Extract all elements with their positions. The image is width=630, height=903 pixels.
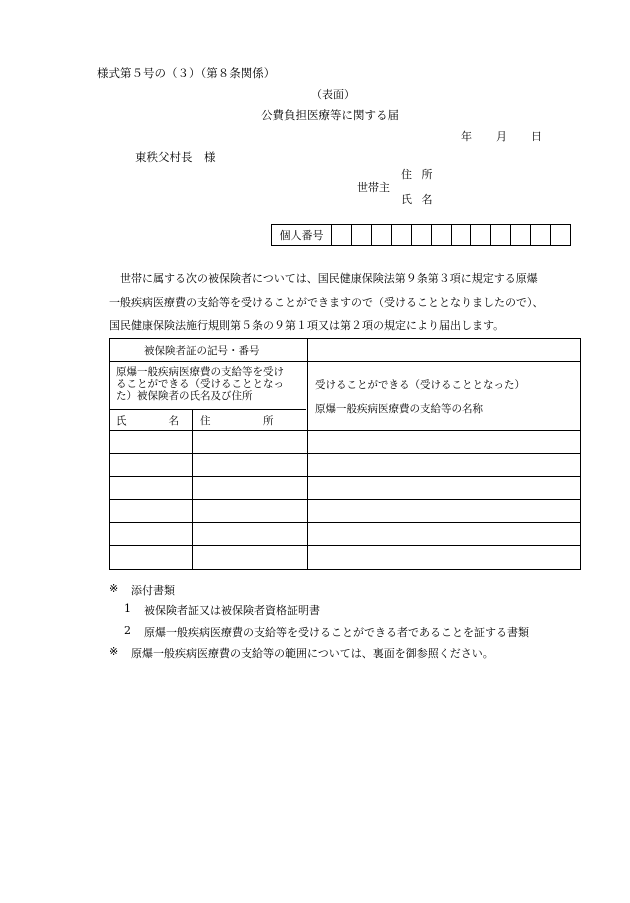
- insured-persons-table: [109, 338, 581, 570]
- attachments-note-label: 添付書類: [131, 584, 175, 597]
- individual-number-digits[interactable]: [332, 225, 570, 245]
- individual-number-digit-cell[interactable]: [352, 225, 372, 245]
- insured-card-number-header: 被保険者証の記号・番号: [144, 345, 260, 357]
- individual-number-digit-cell[interactable]: [491, 225, 511, 245]
- table-divider: [110, 522, 580, 523]
- individual-number-digit-cell[interactable]: [511, 225, 531, 245]
- body-text-line-1: 世帯に属する次の被保険者については、国民健康保険法第９条第３項に規定する原爆: [120, 272, 538, 285]
- individual-number-digit-cell[interactable]: [452, 225, 472, 245]
- address-column-header: 住 所: [200, 415, 274, 427]
- table-divider: [110, 430, 580, 431]
- form-number: 様式第５号の（３）（第８条関係）: [97, 66, 276, 80]
- addressee: 東秩父村長 様: [135, 150, 216, 164]
- body-text-line-2: 一般疾病医療費の支給等を受けることができますので（受けることとなりましたので）、: [109, 296, 544, 309]
- form-title: 公費負担医療等に関する届: [261, 108, 399, 122]
- body-text-line-3: 国民健康保険法施行規則第５条の９第１項又は第２項の規定により届出します。: [109, 319, 505, 332]
- insured-person-header-line-2: ることができる（受けることとなっ: [116, 378, 284, 390]
- individual-number-label: 個人番号: [272, 225, 332, 245]
- householder-address-label: 住 所: [401, 168, 436, 181]
- householder-label: 世帯主: [357, 181, 390, 194]
- face-label: （表面）: [311, 88, 355, 101]
- date-month-label[interactable]: 月: [496, 130, 507, 143]
- table-divider: [110, 409, 306, 410]
- attachment-item-2-number: 2: [124, 624, 131, 637]
- table-divider: [110, 499, 580, 500]
- attachments-note-mark: ※: [109, 582, 119, 595]
- date-day-label[interactable]: 日: [531, 130, 542, 143]
- insured-person-header-line-1: 原爆一般疾病医療費の支給等を受け: [116, 366, 284, 378]
- householder-name-label: 氏 名: [401, 193, 436, 206]
- individual-number-digit-cell[interactable]: [332, 225, 352, 245]
- table-divider: [307, 339, 308, 569]
- individual-number-digit-cell[interactable]: [551, 225, 570, 245]
- individual-number-digit-cell[interactable]: [392, 225, 412, 245]
- attachment-item-2: 原爆一般疾病医療費の支給等を受けることができる者であることを証する書類: [144, 626, 529, 639]
- individual-number-digit-cell[interactable]: [531, 225, 551, 245]
- individual-number-digit-cell[interactable]: [471, 225, 491, 245]
- benefit-header-line-2: 原爆一般疾病医療費の支給等の名称: [315, 403, 483, 415]
- date-year-label[interactable]: 年: [461, 130, 472, 143]
- table-divider: [110, 361, 580, 362]
- attachment-item-1-number: 1: [124, 602, 131, 615]
- scope-note-mark: ※: [109, 645, 119, 658]
- insured-person-header-line-3: た）被保険者の氏名及び住所: [116, 390, 253, 402]
- table-divider: [110, 476, 580, 477]
- individual-number-field[interactable]: [271, 224, 571, 246]
- individual-number-digit-cell[interactable]: [432, 225, 452, 245]
- name-column-header: 氏 名: [116, 415, 179, 427]
- scope-note: 原爆一般疾病医療費の支給等の範囲については、裏面を御参照ください。: [131, 647, 494, 660]
- benefit-header-line-1: 受けることができる（受けることとなった）: [315, 379, 525, 391]
- individual-number-digit-cell[interactable]: [372, 225, 392, 245]
- table-divider: [192, 409, 193, 569]
- attachment-item-1: 被保険者証又は被保険者資格証明書: [144, 604, 320, 617]
- table-divider: [110, 545, 580, 546]
- individual-number-digit-cell[interactable]: [412, 225, 432, 245]
- table-divider: [110, 453, 580, 454]
